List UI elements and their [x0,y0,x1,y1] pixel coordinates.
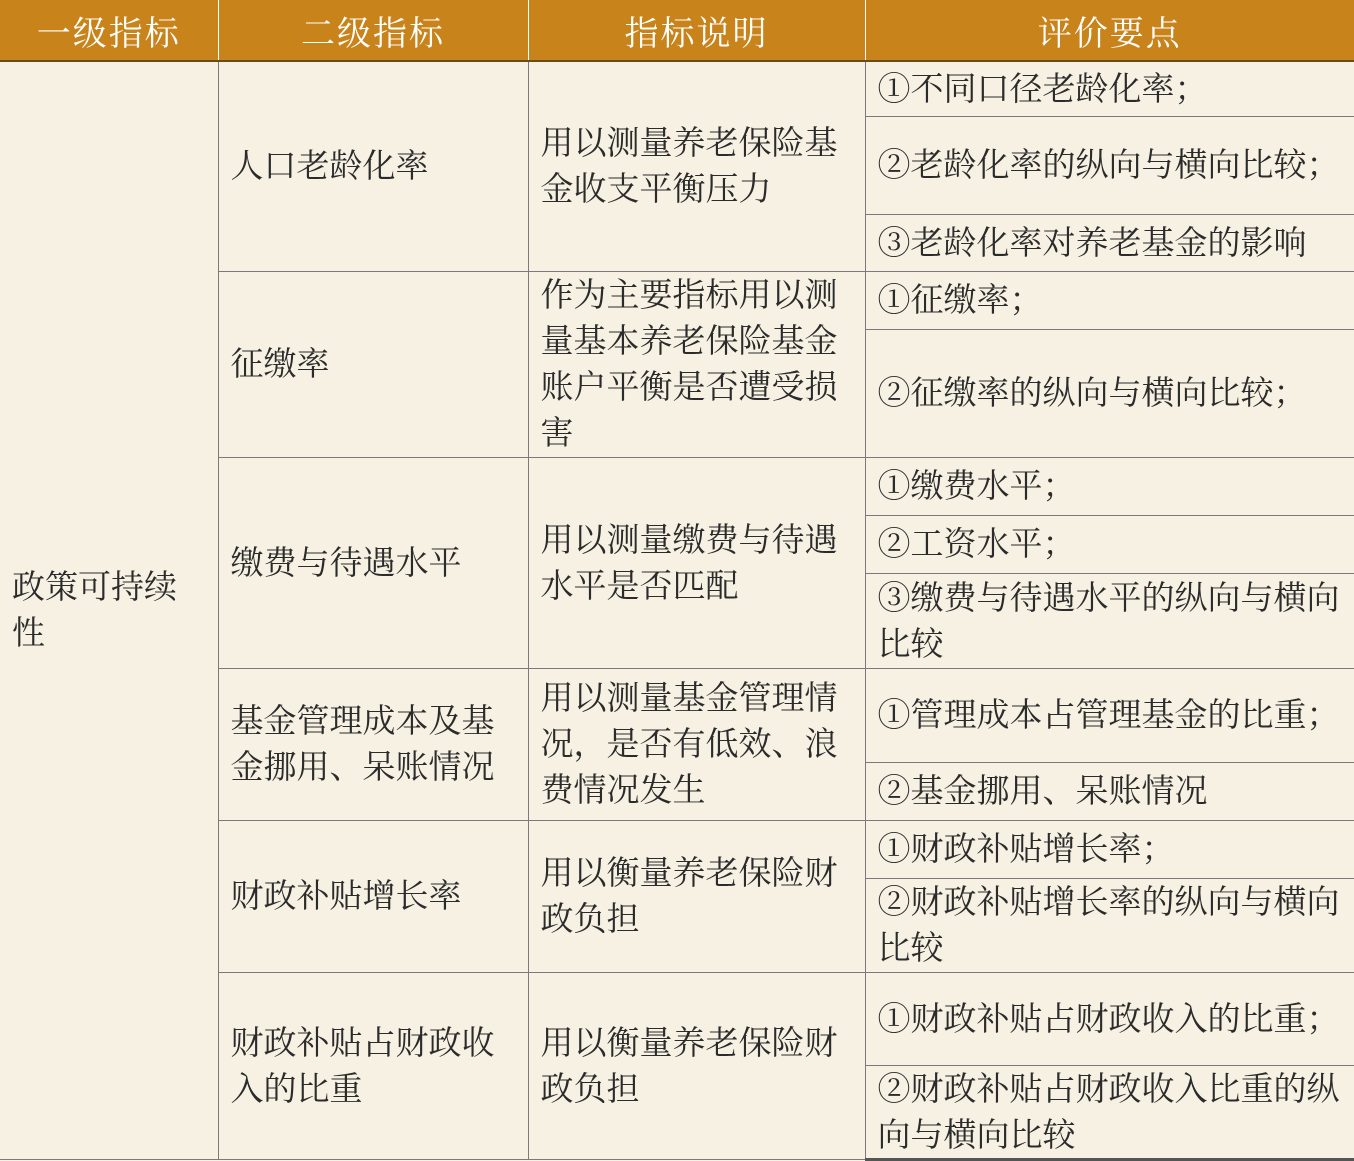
level2-indicator: 征缴率 [218,271,528,457]
indicator-description: 作为主要指标用以测量基本养老保险基金账户平衡是否遭受损害 [528,271,865,457]
evaluation-point: ①不同口径老龄化率； [865,61,1354,116]
indicator-description: 用以测量基金管理情况，是否有低效、浪费情况发生 [528,668,865,820]
evaluation-point: ①缴费水平； [865,457,1354,515]
header-description: 指标说明 [528,0,865,61]
evaluation-point: ③老龄化率对养老基金的影响 [865,214,1354,271]
level2-indicator: 人口老龄化率 [218,61,528,271]
evaluation-point: ①管理成本占管理基金的比重； [865,668,1354,762]
level2-indicator: 财政补贴占财政收入的比重 [218,972,528,1159]
level1-indicator: 政策可持续性 [0,61,218,1159]
header-level2: 二级指标 [218,0,528,61]
evaluation-point: ②基金挪用、呆账情况 [865,762,1354,820]
indicator-description: 用以测量养老保险基金收支平衡压力 [528,61,865,271]
evaluation-point: ③缴费与待遇水平的纵向与横向比较 [865,573,1354,668]
evaluation-point: ①征缴率； [865,271,1354,329]
level2-indicator: 缴费与待遇水平 [218,457,528,668]
evaluation-point: ②老龄化率的纵向与横向比较； [865,116,1354,214]
evaluation-point: ①财政补贴增长率； [865,820,1354,878]
evaluation-point: ②征缴率的纵向与横向比较； [865,329,1354,457]
indicator-description: 用以衡量养老保险财政负担 [528,820,865,972]
indicator-description: 用以衡量养老保险财政负担 [528,972,865,1159]
evaluation-point: ②工资水平； [865,515,1354,573]
evaluation-point: ②财政补贴占财政收入比重的纵向与横向比较 [865,1065,1354,1159]
header-evaluation-points: 评价要点 [865,0,1354,61]
header-row [0,0,1354,61]
header-level1: 一级指标 [0,0,218,61]
evaluation-point: ①财政补贴占财政收入的比重； [865,972,1354,1065]
indicator-description: 用以测量缴费与待遇水平是否匹配 [528,457,865,668]
evaluation-point: ②财政补贴增长率的纵向与横向比较 [865,878,1354,972]
table-row [0,61,1354,116]
level2-indicator: 财政补贴增长率 [218,820,528,972]
level2-indicator: 基金管理成本及基金挪用、呆账情况 [218,668,528,820]
